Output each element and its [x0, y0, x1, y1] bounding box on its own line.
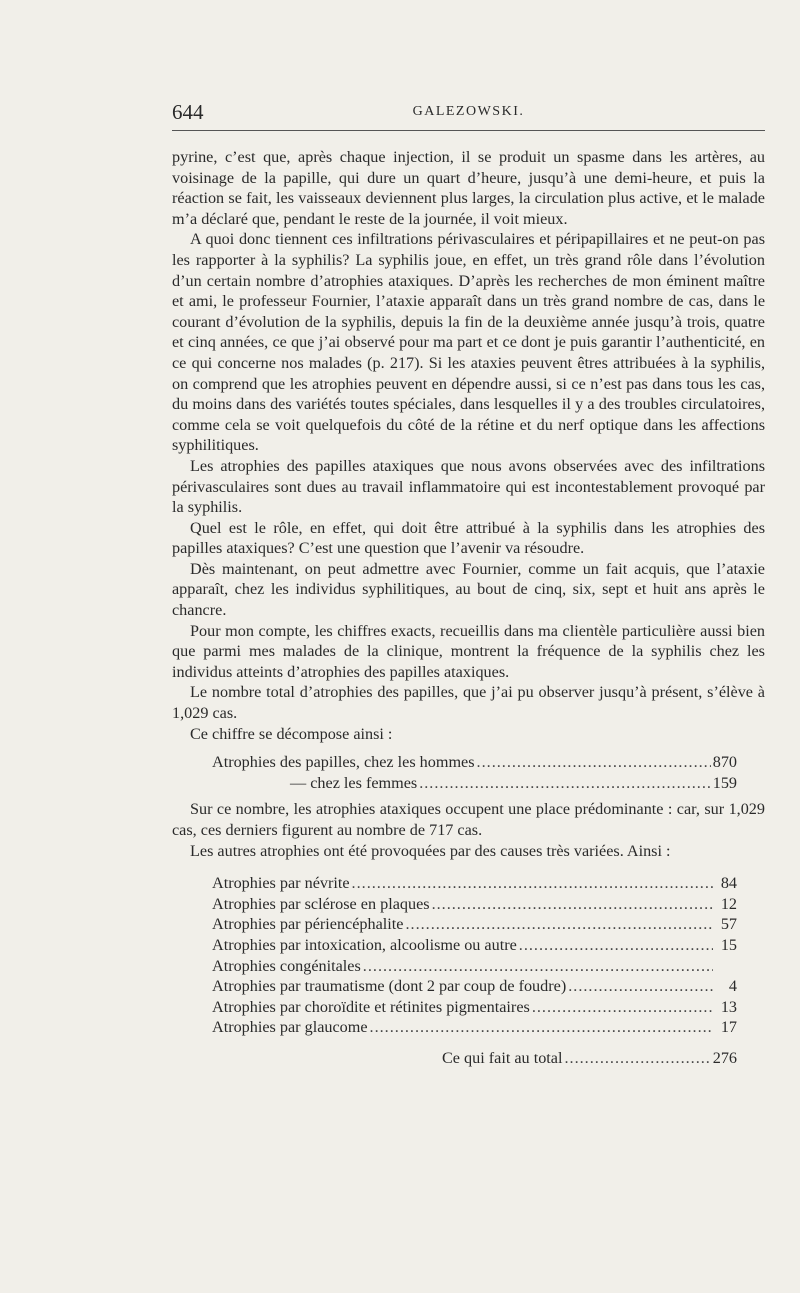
causes-table: [172, 873, 765, 1068]
table-row: [172, 1017, 765, 1038]
row-value: 15: [720, 935, 737, 954]
total-row: [172, 1048, 765, 1069]
table-row: [172, 914, 765, 935]
row-label: Atrophies par périencéphalite: [212, 915, 404, 934]
row-value: 13: [720, 997, 737, 1016]
table-row: [172, 894, 765, 915]
dot-leader: [419, 773, 711, 794]
row-value: 57: [720, 915, 737, 934]
row-label: Atrophies par intoxication, alcoolisme ou autre: [212, 935, 517, 954]
body-text: [172, 147, 765, 1075]
paragraph: pyrine, c’est que, après chaque injection, il se produit un spasme dans les artères, au voisinage de la papille, qui dure un quart d’heure, jusqu’à une demi-heure, et puis la réaction se fait, les vaisseaux deviennent plus larges, la circulation plus active, et le malade m’a déclaré que, pendant le reste de la journée, il voit mieux.: [172, 148, 765, 228]
header-rule: [172, 130, 765, 131]
dot-leader: [477, 752, 711, 773]
paragraph: Le nombre total d’atrophies des papilles, que j’ai pu observer jusqu’à présent, s’élève à 1,029 cas.: [172, 683, 765, 723]
paragraph: Ce chiffre se décompose ainsi :: [190, 724, 393, 743]
total-value: 276: [712, 1048, 737, 1067]
table-row: [172, 752, 765, 773]
row-label: Atrophies par traumatisme (dont 2 par coup de foudre): [212, 977, 567, 996]
dot-leader: [363, 956, 713, 977]
table-row: [172, 956, 765, 977]
row-label: Atrophies par choroïdite et rétinites pigmentaires: [212, 997, 530, 1016]
row-label: Atrophies par névrite: [212, 874, 350, 893]
dot-leader: [432, 894, 713, 915]
table-row: [172, 773, 765, 794]
paragraph: Quel est le rôle, en effet, qui doit être attribué à la syphilis dans les atrophies des papilles ataxiques? C’est une question que l’avenir va résoudre.: [172, 518, 765, 558]
dot-leader: [352, 873, 713, 894]
table-row: [172, 935, 765, 956]
row-value: 17: [720, 1018, 737, 1037]
row-value: 84: [720, 874, 737, 893]
row-value: 870: [712, 753, 737, 772]
running-title: GALEZOWSKI.: [412, 104, 525, 119]
total-label: Ce qui fait au total: [442, 1048, 563, 1067]
dot-leader: [564, 1048, 710, 1069]
paragraph: Dès maintenant, on peut admettre avec Fournier, comme un fait acquis, que l’ataxie apparaît, chez les individus syphilitiques, au bout de cinq, six, sept et huit ans après le chancre.: [172, 559, 765, 620]
dot-leader: [568, 976, 713, 997]
sex-breakdown-table: [172, 752, 765, 793]
table-row: [172, 997, 765, 1018]
dot-leader: [405, 914, 713, 935]
dot-leader: [519, 935, 713, 956]
paragraph: Sur ce nombre, les atrophies ataxiques occupent une place prédominante : car, sur 1,029 cas, ces derniers figurent au nombre de 717 cas.: [172, 800, 765, 839]
row-value: 159: [712, 773, 737, 792]
paragraph: Pour mon compte, les chiffres exacts, recueillis dans ma clientèle particulière aussi bien que parmi mes malades de la clinique, montrent la fréquence de la syphilis chez les individus atteints d’atrophies des papilles ataxiques.: [172, 621, 765, 681]
paragraph: A quoi donc tiennent ces infiltrations périvasculaires et péripapillaires et ne peut-on pas les rapporter à la syphilis? La syphilis joue, en effet, un très grand rôle dans l’évolution d’un certain nombre d’atrophies ataxiques. D’après les recherches de mon éminent maître et ami, le professeur Fournier, l’ataxie apparaît dans un très grand nombre de cas, dans le courant d’évolution de la syphilis, depuis la fin de la deuxième année jusqu’à trois, quatre et cinq années, ce que j’ai observé pour ma part et ce dont je puis garantir l’authenticité, en ce qui concerne nos malades (p. 217). Si les ataxies peuvent êtres attribuées à la syphilis, on comprend que les atrophies peuvent en dépendre aussi, si ce n’est pas dans tous les cas, du moins dans des variétés toutes spéciales, dans lesquelles il y a des troubles circulatoires, comme cela se voit quelquefois du côté de la rétine et du nerf optique dans les affections syphilitiques.: [172, 230, 765, 455]
row-label: Atrophies par sclérose en plaques: [212, 894, 430, 913]
row-value: 4: [728, 977, 737, 996]
page-number: 644: [172, 100, 204, 124]
row-value: 12: [720, 894, 737, 913]
paragraph: Les atrophies des papilles ataxiques que nous avons observées avec des infiltrations périvasculaires sont dues au travail inflammatoire qui est incontestablement provoqué par la syphilis.: [172, 456, 765, 517]
row-label: Atrophies par glaucome: [212, 1018, 368, 1037]
dot-leader: [370, 1017, 713, 1038]
paragraph: Les autres atrophies ont été provoquées par des causes très variées. Ainsi :: [190, 841, 671, 860]
dot-leader: [532, 997, 713, 1018]
page-header: [172, 100, 765, 126]
row-label: — chez les femmes: [290, 773, 418, 792]
table-row: [172, 976, 765, 997]
table-row: [172, 873, 765, 894]
row-label: Atrophies des papilles, chez les hommes: [212, 753, 475, 772]
row-label: Atrophies congénitales: [212, 956, 361, 975]
